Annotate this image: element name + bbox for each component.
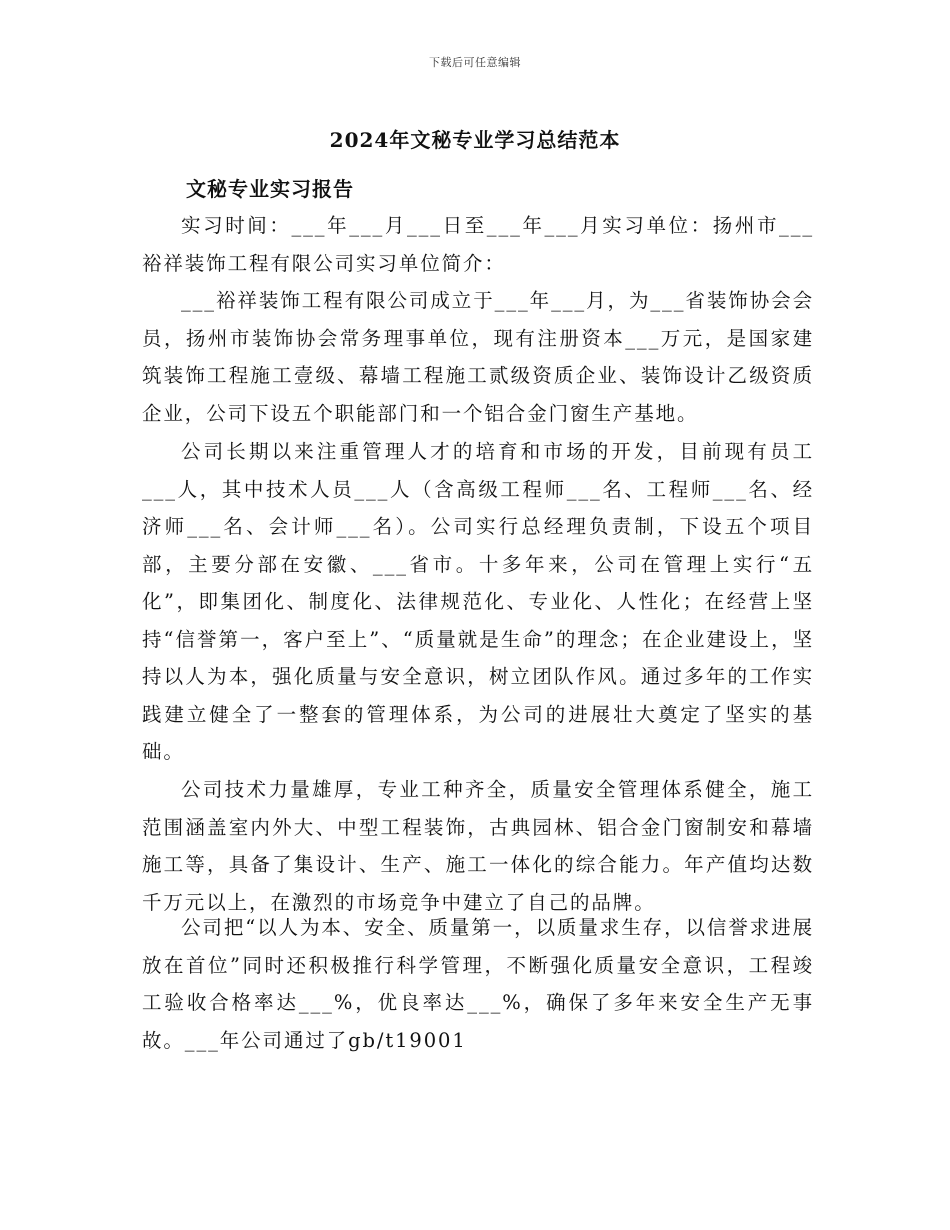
paragraph-technical-strength: 公司技术力量雄厚，专业工种齐全，质量安全管理体系健全，施工范围涵盖室内外大、中型工程装饰，古典园林、铝合金门窗制安和幕墙施工等，具备了集设计、生产、施工一体化的综合能力。年产值均达数千万元以上，在激烈的市场竞争中建立了自己的品牌。: [142, 778, 814, 914]
paragraph-quality-policy: 公司把“以人为本、安全、质量第一，以质量求生存，以信誉求进展放在首位”同时还积极推行科学管理，不断强化质量安全意识，工程竣工验收合格率达___%，优良率达___%，确保了多年来安全生产无事故。___年公司通过了gb/t19001: [142, 916, 814, 1052]
document-title: 2024年文秘专业学习总结范本: [329, 128, 621, 152]
paragraph-internship-info: 实习时间：___年___月___日至___年___月实习单位：扬州市___裕祥装饰工程有限公司实习单位简介：: [142, 214, 814, 275]
paragraph-staff-management: 公司长期以来注重管理人才的培育和市场的开发，目前现有员工___人，其中技术人员___人（含高级工程师___名、工程师___名、经济师___名、会计师___名）。公司实行总经理负责制，下设五个项目部，主要分部在安徽、___省市。十多年来，公司在管理上实行“五化”，即集团化、制度化、法律规范化、专业化、人性化；在经营上坚持“信誉第一，客户至上”、“质量就是生命”的理念；在企业建设上，坚持以人为本，强化质量与安全意识，树立团队作风。通过多年的工作实践建立健全了一整套的管理体系，为公司的进展壮大奠定了坚实的基础。: [142, 440, 814, 763]
section-heading: 文秘专业实习报告: [186, 177, 354, 201]
header-note: 下载后可任意编辑: [429, 56, 521, 69]
paragraph-company-intro: ___裕祥装饰工程有限公司成立于___年___月，为___省装饰协会会员，扬州市装饰协会常务理事单位，现有注册资本___万元，是国家建筑装饰工程施工壹级、幕墙工程施工贰级资质企业、装饰设计乙级资质企业，公司下设五个职能部门和一个铝合金门窗生产基地。: [142, 289, 814, 425]
